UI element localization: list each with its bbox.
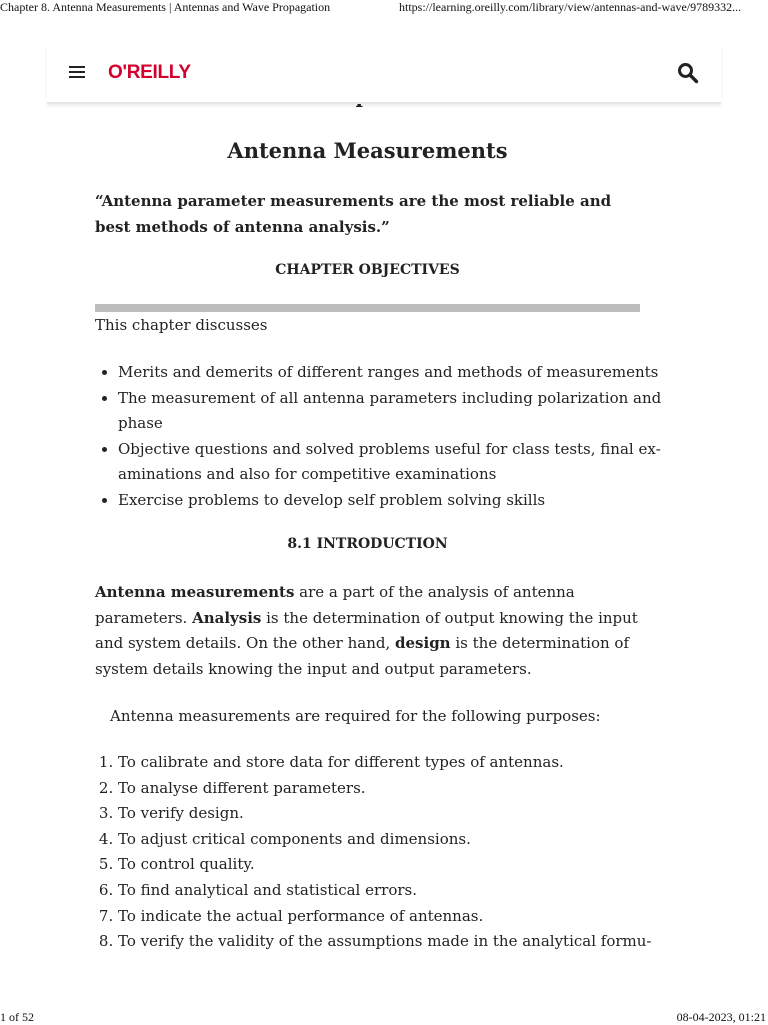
objectives-heading: CHAPTER OBJECTIVES [275, 262, 460, 278]
hamburger-menu-icon[interactable] [69, 66, 85, 80]
list-item: 7. To indicate the actual performance of antennas. [118, 904, 663, 930]
print-page-title: Chapter 8. Antenna Measurements | Antennas and Wave Propagation [0, 0, 331, 14]
print-footer [0, 1010, 768, 1024]
term-analysis: Analysis [192, 608, 262, 627]
purposes-list [95, 750, 663, 955]
list-item: 3. To verify design. [118, 801, 663, 827]
page-count: 1 of 52 [0, 1010, 34, 1024]
list-item: 5. To control quality. [118, 852, 663, 878]
list-item: 4. To adjust critical components and dimensions. [118, 827, 663, 853]
section-heading: 8.1 INTRODUCTION [287, 536, 448, 552]
list-item: • Merits and demerits of different ranges and methods of measurements [118, 360, 663, 386]
print-url: https://learning.oreilly.com/library/view/antennas-and-wave/9789332... [399, 0, 742, 14]
list-item: 8. To verify the validity of the assumptions made in the analytical formu- [118, 929, 663, 955]
chapter-epigraph: “Antenna parameter measurements are the most reliable and best methods of antenna analysis.” [95, 192, 612, 236]
chapter-title: Antenna Measurements [227, 138, 508, 163]
search-icon[interactable] [677, 62, 699, 84]
objectives-list [95, 360, 663, 514]
print-header [0, 0, 768, 16]
paragraph-text: is the determination of output knowing the input and system details. On the other hand, [95, 608, 638, 652]
list-item: 6. To find analytical and statistical errors. [118, 878, 663, 904]
paragraph-text: is the determination of system details knowing the input and output parameters. [95, 634, 630, 678]
list-item: • Exercise problems to develop self problem solving skills [118, 488, 663, 514]
list-item: 1. To calibrate and store data for different types of antennas. [118, 750, 663, 776]
top-navigation-bar [47, 46, 721, 104]
term-design: design [395, 634, 451, 652]
objectives-divider [95, 304, 640, 312]
introduction-paragraph [95, 580, 640, 682]
objectives-intro: This chapter discusses [95, 316, 268, 334]
purposes-intro-paragraph: Antenna measurements are required for the following purposes: [110, 707, 601, 725]
paragraph-text: are a part of the analysis of antenna parameters. [95, 583, 575, 627]
list-item: 2. To analyse different parameters. [118, 776, 663, 802]
list-item: • The measurement of all antenna parameters including polarization and phase [118, 386, 663, 437]
term-antenna-measurements: Antenna measurements [95, 583, 295, 601]
print-datetime: 08-04-2023, 01:21 [676, 1010, 766, 1024]
list-item: • Objective questions and solved problems useful for class tests, final examinations and also for competitive examinations [118, 437, 663, 488]
oreilly-logo[interactable]: O'REILLY [108, 62, 191, 83]
